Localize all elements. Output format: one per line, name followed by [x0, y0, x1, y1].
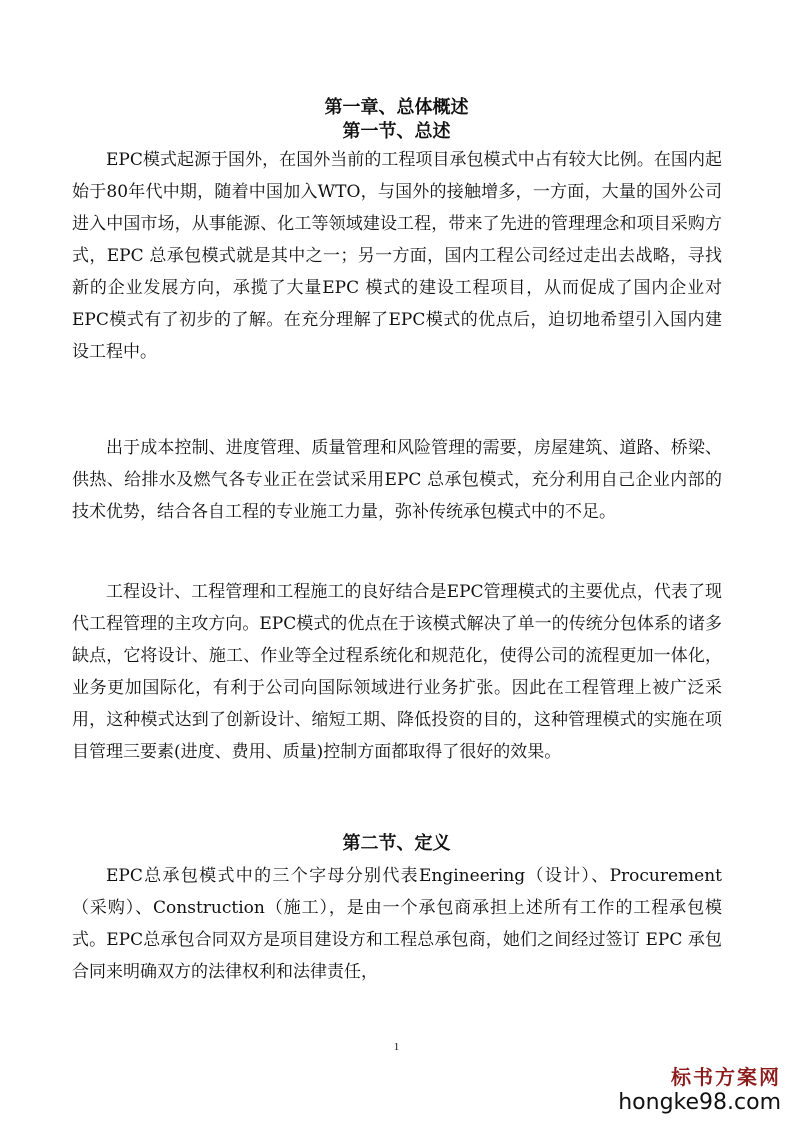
section-title-overview: 第一节、总述: [342, 121, 451, 142]
watermark-logo: [618, 1064, 781, 1116]
watermark-site-name: 标书方案网: [671, 1065, 781, 1089]
section-title-definition: 第二节、定义: [342, 833, 451, 854]
watermark-url: hongke98.com: [618, 1090, 781, 1115]
paragraph-epc-advantages: 工程设计、工程管理和工程施工的良好结合是EPC管理模式的主要优点，代表了现代工程管理的主攻方向。EPC模式的优点在于该模式解决了单一的传统分包体系的诸多缺点，它将设计、施工、作业等全过程系统化和规范化，使得公司的流程更加一体化，业务更加国际化，有利于公司向国际领域进行业务扩张。因此在工程管理上被广泛采用，这种模式达到了创新设计、缩短工期、降低投资的目的，这种管理模式的实施在项目管理三要素(进度、费用、质量)控制方面都取得了很好的效果。: [72, 582, 722, 762]
paragraph-epc-adoption: 出于成本控制、进度管理、质量管理和风险管理的需要，房屋建筑、道路、桥梁、供热、给排水及燃气各专业正在尝试采用EPC 总承包模式，充分利用自己企业内部的技术优势，结合各自工程的专业施工力量，弥补传统承包模式中的不足。: [72, 438, 722, 522]
page-number: 1: [393, 1041, 400, 1053]
paragraph-epc-origin: EPC模式起源于国外，在国外当前的工程项目承包模式中占有较大比例。在国内起始于80年代中期，随着中国加入WTO，与国外的接触增多，一方面，大量的国外公司进入中国市场，从事能源、化工等领域建设工程，带来了先进的管理理念和项目采购方式，EPC 总承包模式就是其中之一；另一方面，国内工程公司经过走出去战略，寻找新的企业发展方向，承揽了大量EPC 模式的建设工程项目，从而促成了国内企业对EPC模式有了初步的了解。在充分理解了EPC模式的优点后，迫切地希望引入国内建设工程中。: [72, 150, 722, 362]
paragraph-epc-definition: EPC总承包模式中的三个字母分别代表Engineering（设计）、Procurement（采购）、Construction（施工），是由一个承包商承担上述所有工作的工程承包模式。EPC总承包合同双方是项目建设方和工程总承包商，她们之间经过签订 EPC 承包合同来明确双方的法律权利和法律责任，: [72, 866, 722, 982]
chapter-title: 第一章、总体概述: [324, 97, 469, 118]
